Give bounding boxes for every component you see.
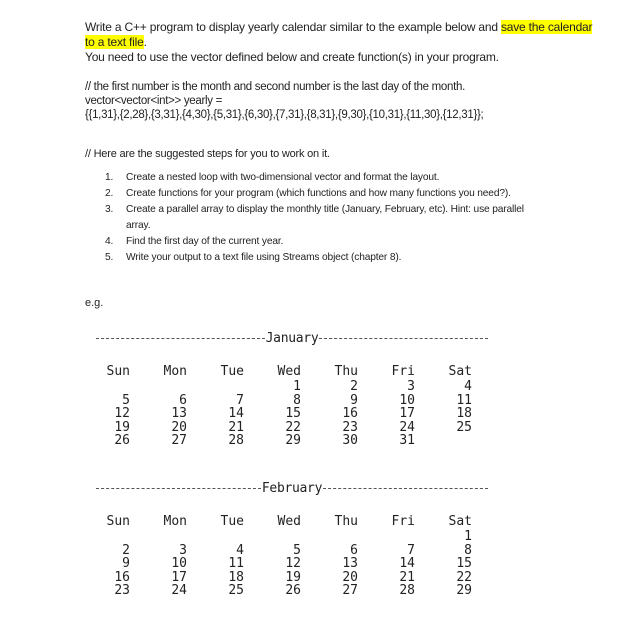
day-cell: 20 (171, 419, 187, 435)
day-cell: 16 (114, 569, 130, 585)
week-row (86, 434, 510, 447)
day-header: Mon (163, 364, 187, 379)
day-cell: 16 (342, 406, 358, 422)
day-header: Thu (334, 364, 358, 379)
step-number: 1. (105, 172, 114, 183)
day-cell: 27 (171, 433, 187, 449)
day-cell: 31 (399, 433, 415, 449)
day-cell: 27 (342, 583, 358, 599)
day-cell: 8 (293, 392, 301, 408)
intro-text-1: Write a C++ program to display yearly calendar similar to the example below and (85, 20, 501, 34)
step-text: Create a parallel array to display the monthly title (January, February, etc). Hint: use parallel (126, 204, 524, 215)
intro-period: . (143, 35, 147, 49)
day-header: Fri (391, 514, 415, 529)
steps-title: // Here are the suggested steps for you to work on it. (85, 148, 330, 160)
code-values: {{1,31},{2,28},{3,31},{4,30},{5,31},{6,30},{7,31},{8,31},{9,30},{10,31},{11,30},{12,31}}; (85, 109, 484, 121)
highlighted-text-file: to a text file (85, 35, 144, 49)
day-cell: 21 (228, 419, 244, 435)
intro-line-3: You need to use the vector defined below and create function(s) in your program. (85, 50, 499, 64)
step-item (105, 170, 605, 186)
step-item (105, 250, 605, 266)
day-cell: 14 (399, 556, 415, 572)
day-cell: 15 (285, 406, 301, 422)
day-cell: 18 (456, 406, 472, 422)
steps-list (105, 170, 605, 266)
day-cell: 13 (171, 406, 187, 422)
day-header: Tue (220, 364, 244, 379)
day-cell: 14 (228, 406, 244, 422)
step-text: Write your output to a text file using Streams object (chapter 8). (126, 252, 402, 263)
day-cell: 10 (171, 556, 187, 572)
day-cell: 1 (293, 379, 301, 394)
day-header: Mon (163, 514, 187, 529)
month-name: January (265, 330, 319, 346)
week-row (86, 557, 510, 570)
week-row (86, 571, 510, 584)
day-cell: 12 (285, 556, 301, 572)
month-title-line (96, 330, 488, 346)
week-row (86, 394, 510, 407)
day-cell: 9 (122, 556, 130, 572)
day-header-row (86, 515, 510, 528)
example-calendar (86, 318, 510, 614)
day-cell: 19 (285, 569, 301, 585)
assignment-intro (85, 20, 613, 65)
step-item (105, 186, 605, 202)
day-cell: 3 (179, 542, 187, 558)
day-cell: 23 (342, 419, 358, 435)
month-title-line (96, 480, 488, 496)
highlighted-save-calendar: save the calendar (500, 20, 593, 34)
day-cell: 7 (407, 542, 415, 558)
day-cell: 4 (236, 542, 244, 558)
day-cell: 17 (171, 569, 187, 585)
week-row (86, 584, 510, 597)
day-cell: 10 (399, 392, 415, 408)
day-header: Thu (334, 514, 358, 529)
week-row (86, 421, 510, 434)
step-text: Create functions for your program (which functions and how many functions you need?). (126, 188, 511, 199)
dashed-rule (319, 338, 488, 339)
day-header: Sat (448, 364, 472, 379)
intro-line-2 (85, 35, 613, 50)
day-cell: 11 (456, 392, 472, 408)
day-cell: 15 (456, 556, 472, 572)
day-header: Sun (106, 364, 130, 379)
step-item (105, 234, 605, 250)
day-cell: 4 (464, 379, 472, 394)
dashed-rule (96, 488, 261, 489)
day-cell: 28 (228, 433, 244, 449)
day-header-row (86, 365, 510, 378)
day-cell: 3 (407, 379, 415, 394)
day-cell: 6 (350, 542, 358, 558)
day-cell: 30 (342, 433, 358, 449)
day-cell: 26 (114, 433, 130, 449)
day-cell: 23 (114, 583, 130, 599)
day-cell: 11 (228, 556, 244, 572)
day-header: Sat (448, 514, 472, 529)
step-number: 2. (105, 188, 114, 199)
vector-definition (85, 80, 613, 122)
day-cell: 18 (228, 569, 244, 585)
day-cell: 24 (399, 419, 415, 435)
day-header: Wed (277, 514, 301, 529)
day-cell: 21 (399, 569, 415, 585)
day-cell: 25 (228, 583, 244, 599)
day-cell: 7 (236, 392, 244, 408)
dashed-rule (323, 488, 488, 489)
day-cell: 29 (285, 433, 301, 449)
day-cell: 9 (350, 392, 358, 408)
day-cell: 5 (293, 542, 301, 558)
day-cell: 20 (342, 569, 358, 585)
day-cell: 17 (399, 406, 415, 422)
step-number: 3. (105, 204, 114, 215)
code-comment: // the first number is the month and second number is the last day of the month. (85, 81, 465, 93)
step-text: array. (126, 220, 151, 231)
day-cell: 19 (114, 419, 130, 435)
day-cell: 1 (464, 529, 472, 544)
step-text: Find the first day of the current year. (126, 236, 284, 247)
day-header: Wed (277, 364, 301, 379)
day-cell: 26 (285, 583, 301, 599)
day-cell: 29 (456, 583, 472, 599)
day-cell: 2 (350, 379, 358, 394)
step-item-continued (105, 218, 605, 234)
day-cell: 13 (342, 556, 358, 572)
week-row (86, 544, 510, 557)
step-number: 5. (105, 252, 114, 263)
day-cell: 22 (285, 419, 301, 435)
day-cell: 6 (179, 392, 187, 408)
day-cell: 22 (456, 569, 472, 585)
month-name: February (261, 480, 323, 496)
week-row (86, 380, 510, 393)
day-cell: 28 (399, 583, 415, 599)
day-cell: 8 (464, 542, 472, 558)
example-label: e.g. (85, 297, 104, 309)
day-header: Sun (106, 514, 130, 529)
day-header: Fri (391, 364, 415, 379)
day-header: Tue (220, 514, 244, 529)
day-cell: 2 (122, 542, 130, 558)
step-number: 4. (105, 236, 114, 247)
week-row (86, 530, 510, 543)
code-declaration: vector<vector<int>> yearly = (85, 95, 223, 107)
week-row (86, 407, 510, 420)
day-cell: 12 (114, 406, 130, 422)
step-text: Create a nested loop with two-dimensional vector and format the layout. (126, 172, 440, 183)
day-cell: 25 (456, 419, 472, 435)
day-cell: 24 (171, 583, 187, 599)
day-cell: 5 (122, 392, 130, 408)
dashed-rule (96, 338, 265, 339)
step-item (105, 202, 605, 218)
intro-line-1 (85, 20, 613, 35)
